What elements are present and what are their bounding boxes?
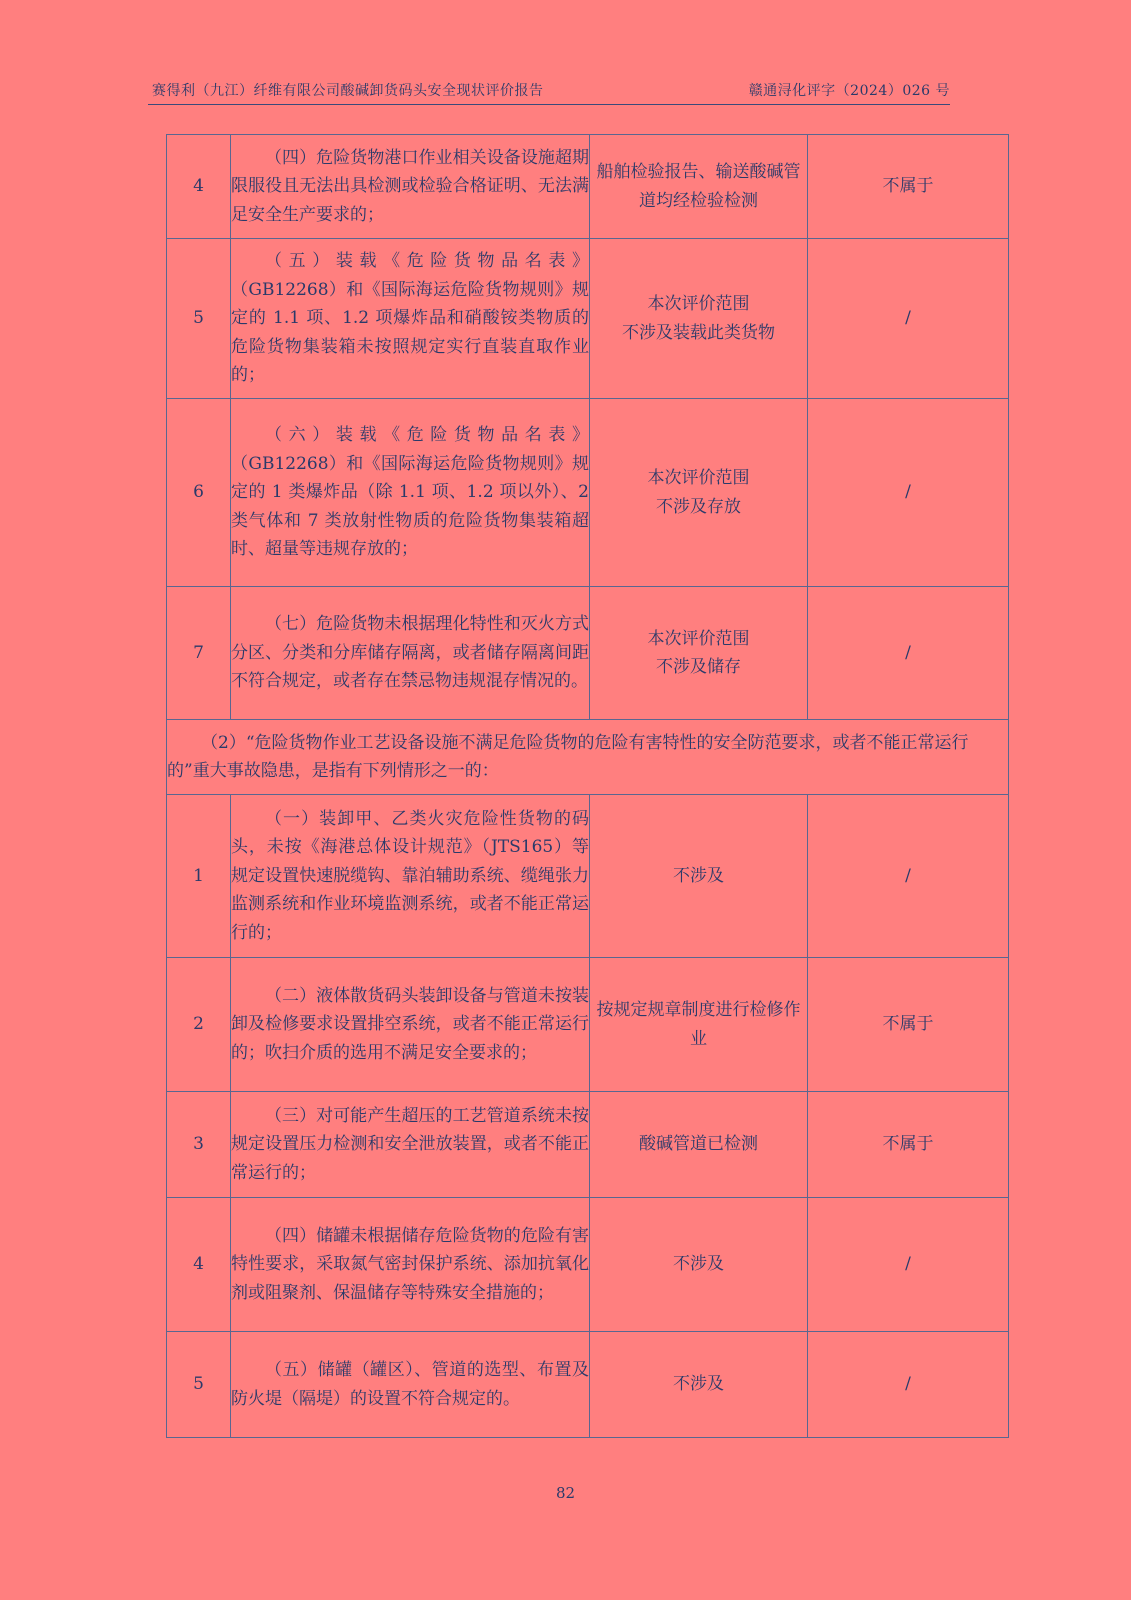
table-row <box>167 1198 1009 1332</box>
table-row <box>167 958 1009 1092</box>
row-result: / <box>808 399 1009 587</box>
row-description: （一）装卸甲、乙类火灾危险性货物的码头，未按《海港总体设计规范》（JTS165）等规定设置快速脱缆钩、靠泊辅助系统、缆绳张力监测系统和作业环境监测系统，或者不能正常运行的； <box>231 795 590 958</box>
row-basis: 不涉及 <box>590 1198 808 1332</box>
table-row <box>167 399 1009 587</box>
row-result: / <box>808 587 1009 720</box>
row-number: 6 <box>167 399 231 587</box>
row-number: 3 <box>167 1092 231 1198</box>
table-row <box>167 1332 1009 1438</box>
page-header <box>148 80 950 106</box>
row-basis: 本次评价范围 不涉及储存 <box>590 587 808 720</box>
row-description: （六）装载《危险货物品名表》（GB12268）和《国际海运危险货物规则》规定的 1 类爆炸品（除 1.1 项、1.2 项以外）、2 类气体和 7 类放射性物质的危险货物集装箱超时、超量等违规存放的； <box>231 399 590 587</box>
row-description: （四）危险货物港口作业相关设备设施超期限服役且无法出具检测或检验合格证明、无法满足安全生产要求的； <box>231 135 590 239</box>
report-number: 赣通浔化评字（2024）026 号 <box>748 83 950 99</box>
row-number: 7 <box>167 587 231 720</box>
row-result: / <box>808 1198 1009 1332</box>
row-basis: 本次评价范围 不涉及存放 <box>590 399 808 587</box>
row-result: / <box>808 239 1009 399</box>
report-title: 赛得利（九江）纤维有限公司酸碱卸货码头安全现状评价报告 <box>152 83 544 99</box>
row-basis: 船舶检验报告、输送酸碱管道均经检验检测 <box>590 135 808 239</box>
row-description: （二）液体散货码头装卸设备与管道未按装卸及检修要求设置排空系统，或者不能正常运行的；吹扫介质的选用不满足安全要求的； <box>231 958 590 1092</box>
row-result: 不属于 <box>808 1092 1009 1198</box>
table-row <box>167 587 1009 720</box>
table-row <box>167 239 1009 399</box>
table-row <box>167 795 1009 958</box>
hazard-table <box>166 134 1009 1438</box>
row-basis: 不涉及 <box>590 1332 808 1438</box>
row-basis: 按规定规章制度进行检修作业 <box>590 958 808 1092</box>
row-number: 4 <box>167 1198 231 1332</box>
row-number: 2 <box>167 958 231 1092</box>
table-row <box>167 1092 1009 1198</box>
row-description: （五）装载《危险货物品名表》（GB12268）和《国际海运危险货物规则》规定的 1.1 项、1.2 项爆炸品和硝酸铵类物质的危险货物集装箱未按照规定实行直装直取作业的； <box>231 239 590 399</box>
table-row <box>167 135 1009 239</box>
row-description: （七）危险货物未根据理化特性和灭火方式分区、分类和分库储存隔离，或者储存隔离间距不符合规定，或者存在禁忌物违规混存情况的。 <box>231 587 590 720</box>
row-number: 5 <box>167 1332 231 1438</box>
row-result: / <box>808 795 1009 958</box>
row-description: （五）储罐（罐区）、管道的选型、布置及防火堤（隔堤）的设置不符合规定的。 <box>231 1332 590 1438</box>
row-result: 不属于 <box>808 958 1009 1092</box>
row-basis: 本次评价范围 不涉及装载此类货物 <box>590 239 808 399</box>
row-result: / <box>808 1332 1009 1438</box>
header-divider <box>148 104 950 105</box>
row-description: （三）对可能产生超压的工艺管道系统未按规定设置压力检测和安全泄放装置，或者不能正常运行的； <box>231 1092 590 1198</box>
page-number: 82 <box>555 1484 576 1502</box>
section-row <box>167 720 1009 795</box>
row-number: 5 <box>167 239 231 399</box>
row-number: 4 <box>167 135 231 239</box>
row-basis: 酸碱管道已检测 <box>590 1092 808 1198</box>
row-description: （四）储罐未根据储存危险货物的危险有害特性要求，采取氮气密封保护系统、添加抗氧化剂或阻聚剂、保温储存等特殊安全措施的； <box>231 1198 590 1332</box>
row-number: 1 <box>167 795 231 958</box>
section-text: （2）“危险货物作业工艺设备设施不满足危险货物的危险有害特性的安全防范要求，或者不能正常运行的”重大事故隐患，是指有下列情形之一的： <box>167 720 1009 795</box>
row-basis: 不涉及 <box>590 795 808 958</box>
row-result: 不属于 <box>808 135 1009 239</box>
